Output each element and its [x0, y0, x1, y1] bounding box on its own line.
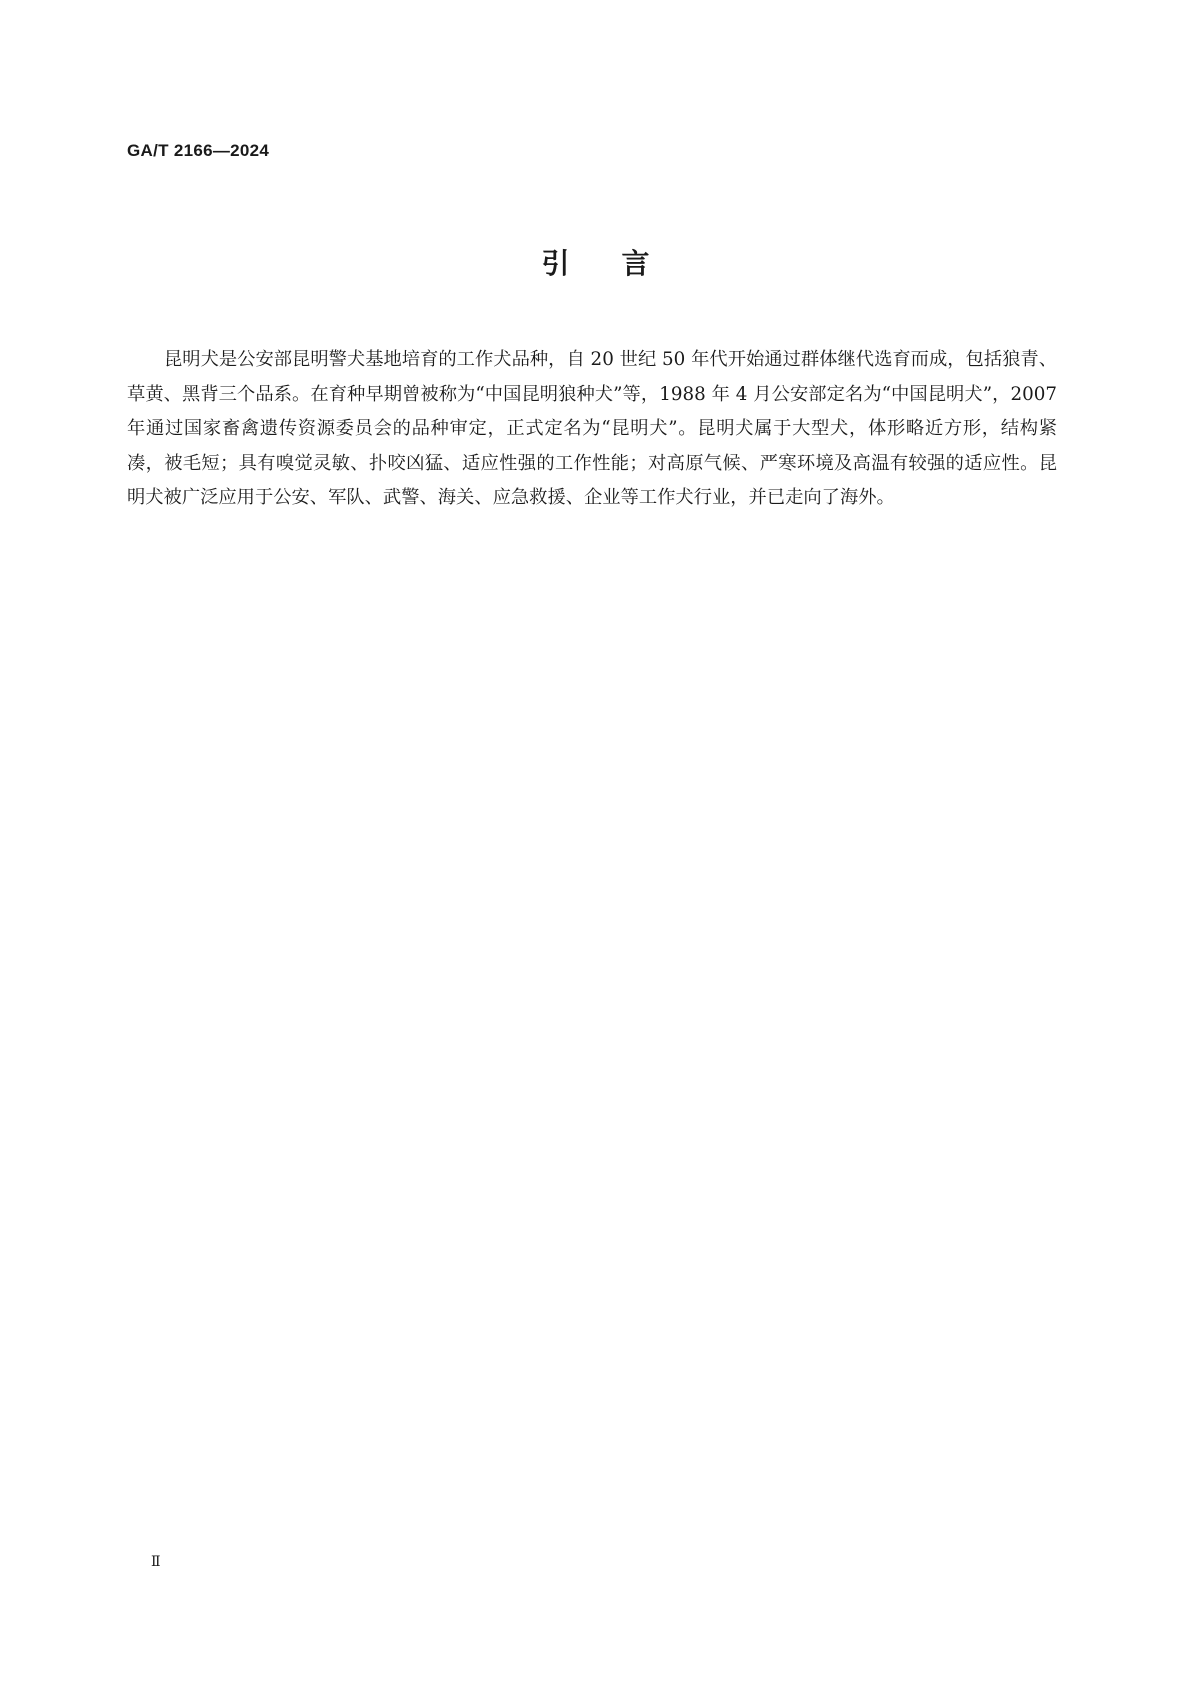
section-title: 引言: [541, 247, 702, 280]
intro-paragraph: 昆明犬是公安部昆明警犬基地培育的工作犬品种，自 20 世纪 50 年代开始通过群体继代选育而成，包括狼青、草黄、黑背三个品系。在育种早期曾被称为“中国昆明狼种犬”等，1988 年 4 月公安部定名为“中国昆明犬”，2007 年通过国家畜禽遗传资源委员会的品种审定，正式定名为“昆明犬”。昆明犬属于大型犬，体形略近方形，结构紧凑，被毛短；具有嗅觉灵敏、扑咬凶猛、适应性强的工作性能；对高原气候、严寒环境及高温有较强的适应性。昆明犬被广泛应用于公安、军队、武警、海关、应急救援、企业等工作犬行业，并已走向了海外。: [127, 349, 1057, 508]
standard-code: GA/T 2166—2024: [127, 141, 270, 160]
page-number: Ⅱ: [151, 1554, 161, 1570]
